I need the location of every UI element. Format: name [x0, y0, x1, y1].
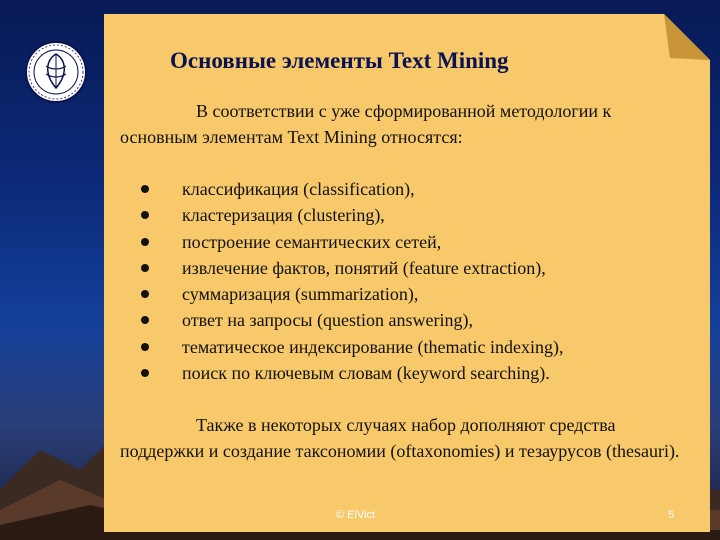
bullet-icon — [141, 238, 149, 246]
slide-title: Основные элементы Text Mining — [170, 48, 509, 73]
list-item: ответ на запросы (question answering), — [120, 307, 563, 333]
university-seal-icon — [24, 40, 88, 104]
footer-copyright: © ElVict — [336, 509, 376, 521]
outro-paragraph: Также в некоторых случаях набор дополняют средства поддержки и создание таксономии (oftaxonomies) и тезаурусов (thesauri). — [120, 415, 680, 461]
bullet-icon — [141, 185, 149, 193]
bullet-icon — [141, 316, 149, 324]
bullet-list — [120, 176, 563, 386]
bullet-icon — [141, 211, 149, 219]
bullet-icon — [141, 290, 149, 298]
list-item: суммаризация (summarization), — [120, 281, 563, 307]
slide-number: 5 — [668, 509, 675, 521]
list-item: классификация (classification), — [120, 176, 563, 202]
list-item: извлечение фактов, понятий (feature extraction), — [120, 255, 563, 281]
slide-content — [104, 14, 710, 532]
bullet-icon — [141, 369, 149, 377]
list-item: кластеризация (clustering), — [120, 202, 563, 228]
list-item: поиск по ключевым словам (keyword searching). — [120, 360, 563, 386]
bullet-icon — [141, 264, 149, 272]
bullet-icon — [141, 343, 149, 351]
list-item: построение семантических сетей, — [120, 229, 563, 255]
intro-paragraph: В соответствии с уже сформированной методологии к основным элементам Text Mining относятся: — [120, 101, 612, 147]
list-item: тематическое индексирование (thematic indexing), — [120, 334, 563, 360]
